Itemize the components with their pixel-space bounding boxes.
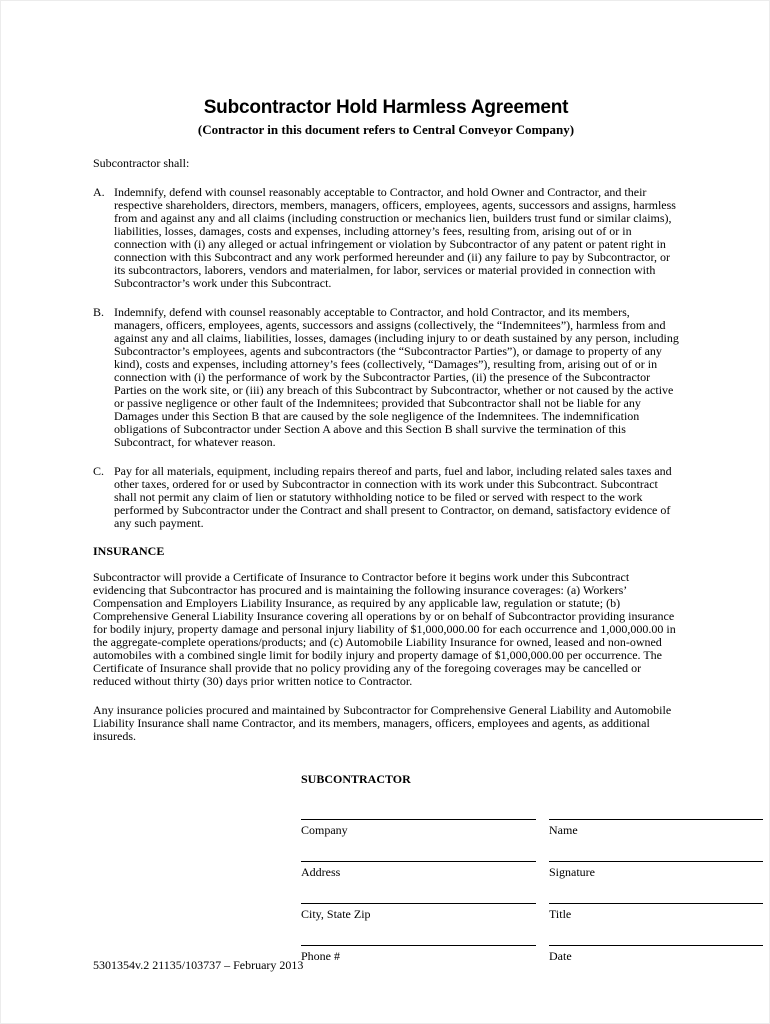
signature-label-name: Name <box>549 823 578 837</box>
signature-field-signature <box>549 861 763 879</box>
document-title: Subcontractor Hold Harmless Agreement <box>203 97 569 118</box>
clause-b-label: B. <box>93 305 105 319</box>
signature-line <box>301 861 536 862</box>
signature-line <box>549 819 763 820</box>
document-subtitle: (Contractor in this document refers to Central Conveyor Company) <box>197 122 575 137</box>
intro-line: Subcontractor shall: <box>93 156 190 170</box>
clause-a <box>93 186 679 290</box>
signature-line <box>301 819 536 820</box>
signature-field-city-state-zip <box>301 903 536 921</box>
signature-row-3 <box>301 903 679 921</box>
clause-c-text: Pay for all materials, equipment, including repairs thereof and parts, fuel and labor, including related sales taxes and other taxes, ordered for or used by Subcontractor in connection with its work under this Subcontract. Subcontract shall not permit any claim of lien or statutory withholding notice to be filed or served with respect to the work performed by Subcontractor under the Contract and shall present to Contractor, on demand, satisfactory evidence of any such payment. <box>114 464 672 530</box>
signature-field-phone <box>301 945 536 963</box>
subcontractor-heading: SUBCONTRACTOR <box>301 772 411 786</box>
signature-line <box>549 861 763 862</box>
insurance-heading: INSURANCE <box>93 544 165 558</box>
signature-field-company <box>301 819 536 837</box>
clause-b-text: Indemnify, defend with counsel reasonably acceptable to Contractor, and hold Contractor, and its members, managers, officers, employees, agents, successors and assigns (collectively, the “Indemnitees”), harmless from and against any and all claims, liabilities, losses, damages (including injury to or death sustained by any person, including Subcontractor’s employees, agents and subcontractors (the “Subcontractor Parties”), or damage to property of any kind), costs and expenses, including attorney’s fees (collectively, “Damages”), resulting from, arising out of or in connection with (i) the performance of work by the Subcontractor Parties, (ii) the presence of the Subcontractor Parties on the work site, or (iii) any breach of this Subcontract by Subcontractor, whether or not caused by the active or passive negligence or other fault of the Indemnitees; provided that Subcontractor shall not be liable for any Damages under this Section B that are caused by the sole negligence of the Indemnitees. The indemnification obligations of Subcontractor under Section A above and this Section B shall survive the termination of this Subcontract, for whatever reason. <box>114 305 679 449</box>
signature-line <box>549 903 763 904</box>
insurance-paragraph-2: Any insurance policies procured and maintained by Subcontractor for Comprehensive General Liability and Automobile Liability Insurance shall name Contractor, and its members, managers, officers, employees and agents, as additional insureds. <box>93 703 672 743</box>
clause-a-text: Indemnify, defend with counsel reasonably acceptable to Contractor, and hold Owner and Contractor, and their respective shareholders, directors, members, managers, officers, employees, agents, successors and assigns, harmless from and against any and all claims (including construction or mechanics lien, builders trust fund or similar claims), liabilities, losses, damages, costs and expenses, including attorney’s fees, resulting from, arising out of or in connection with (i) any alleged or actual infringement or violation by Subcontractor of any patent or patent right in connection with this Subcontract and any work performed hereunder and (ii) any failure to pay by Subcontractor, or its subcontractors, laborers, vendors and materialmen, for labor, services or material provided in connection with Subcontractor’s work under this Subcontract. <box>114 185 676 290</box>
signature-row-4 <box>301 945 679 963</box>
signature-label-date: Date <box>549 949 572 963</box>
signature-line <box>301 945 536 946</box>
signature-line <box>301 903 536 904</box>
signature-label-address: Address <box>301 865 341 879</box>
signature-label-signature: Signature <box>549 865 595 879</box>
signature-label-title: Title <box>549 907 572 921</box>
clause-c <box>93 465 679 530</box>
clause-a-label: A. <box>93 185 105 199</box>
clause-b <box>93 306 679 449</box>
signature-line <box>549 945 763 946</box>
signature-field-address <box>301 861 536 879</box>
signature-field-name <box>549 819 763 837</box>
signature-row-1 <box>301 819 679 837</box>
footer-reference: 5301354v.2 21135/103737 – February 2013 <box>93 958 304 972</box>
clause-c-label: C. <box>93 464 105 478</box>
signature-label-phone: Phone # <box>301 949 340 963</box>
insurance-paragraph-1: Subcontractor will provide a Certificate of Insurance to Contractor before it begins work under this Subcontract evidencing that Subcontractor has procured and is maintaining the following insurance coverages: (a) Workers’ Compensation and Employers Liability Insurance, as required by any applicable law, regulation or statute; (b) Comprehensive General Liability Insurance covering all operations by or on behalf of Subcontractor providing insurance for bodily injury, property damage and personal injury liability of $1,000,000.00 for each occurrence and 1,000,000.00 in the aggregate-complete operations/products; and (c) Automobile Liability Insurance for owned, leased and non-owned automobiles with a combined single limit for bodily injury and property damage of $1,000,000.00 per occurrence. The Certificate of Insurance shall provide that no policy providing any of the foregoing coverages may be cancelled or reduced without thirty (30) days prior written notice to Contractor. <box>93 570 676 688</box>
signature-label-city-state-zip: City, State Zip <box>301 907 371 921</box>
signature-block <box>301 819 679 963</box>
signature-field-title <box>549 903 763 921</box>
signature-field-date <box>549 945 763 963</box>
signature-label-company: Company <box>301 823 348 837</box>
signature-row-2 <box>301 861 679 879</box>
